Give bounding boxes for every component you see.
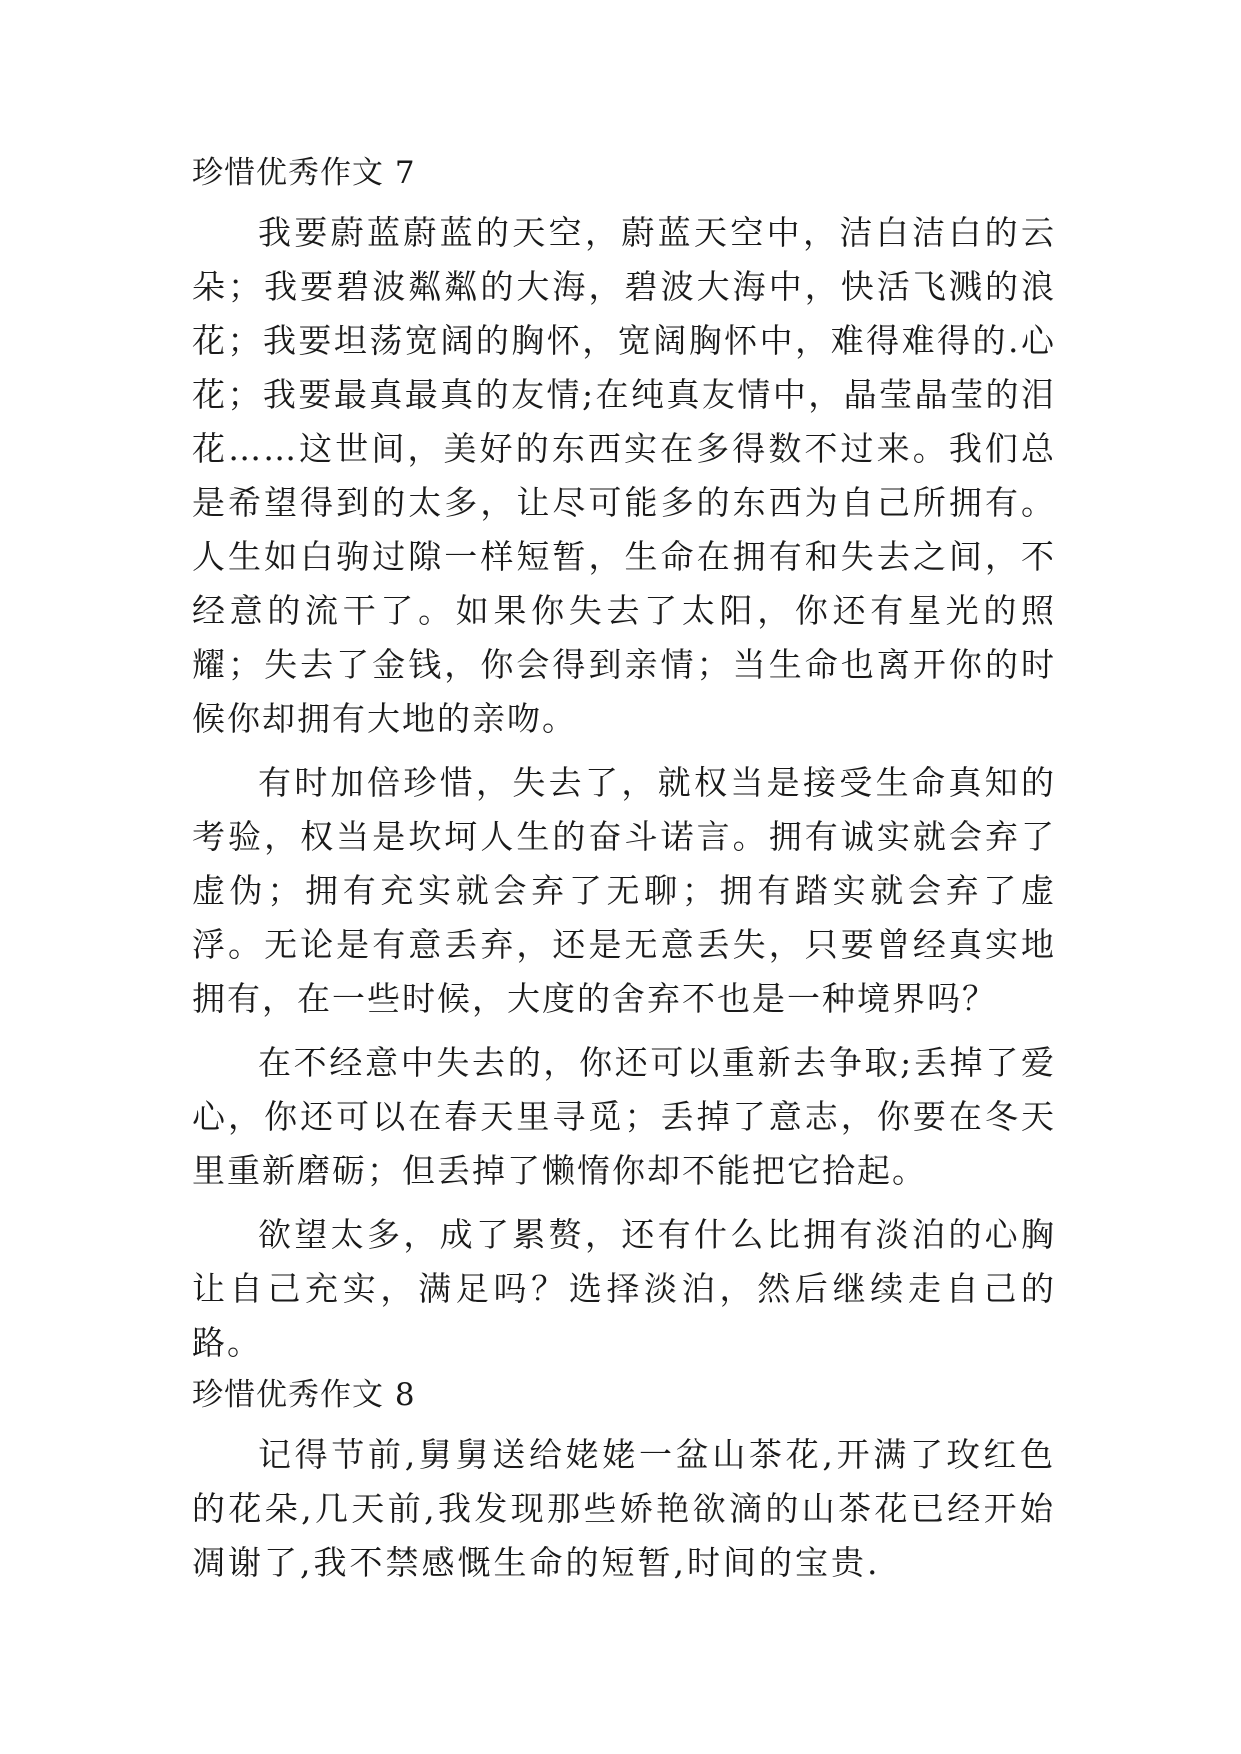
paragraph: 在不经意中失去的，你还可以重新去争取;丢掉了爱心，你还可以在春天里寻觅；丢掉了意志，你要在冬天里重新磨砺；但丢掉了懒惰你却不能把它拾起。: [192, 1043, 1056, 1190]
paragraph: 欲望太多，成了累赘，还有什么比拥有淡泊的心胸让自己充实，满足吗？选择淡泊，然后继续走自己的路。: [192, 1215, 1056, 1362]
paragraph: 我要蔚蓝蔚蓝的天空，蔚蓝天空中，洁白洁白的云朵；我要碧波粼粼的大海，碧波大海中，快活飞溅的浪花；我要坦荡宽阔的胸怀，宽阔胸怀中，难得难得的.心花；我要最真最真的友情;在纯真友情中，晶莹晶莹的泪花……这世间，美好的东西实在多得数不过来。我们总是希望得到的太多，让尽可能多的东西为自己所拥有。人生如白驹过隙一样短暂，生命在拥有和失去之间，不经意的流干了。如果你失去了太阳，你还有星光的照耀；失去了金钱，你会得到亲情；当生命也离开你的时候你却拥有大地的亲吻。: [192, 213, 1056, 738]
section-heading: 珍惜优秀作文 8: [192, 1377, 416, 1413]
document-body: [192, 148, 1056, 1590]
paragraph: 有时加倍珍惜，失去了，就权当是接受生命真知的考验，权当是坎坷人生的奋斗诺言。拥有诚实就会弃了虚伪；拥有充实就会弃了无聊；拥有踏实就会弃了虚浮。无论是有意丢弃，还是无意丢失，只要曾经真实地拥有，在一些时候，大度的舍弃不也是一种境界吗？: [192, 763, 1056, 1018]
section-heading: 珍惜优秀作文 7: [192, 155, 416, 191]
paragraph: 记得节前,舅舅送给姥姥一盆山茶花,开满了玫红色的花朵,几天前,我发现那些娇艳欲滴的山茶花已经开始凋谢了,我不禁感慨生命的短暂,时间的宝贵.: [192, 1435, 1056, 1582]
